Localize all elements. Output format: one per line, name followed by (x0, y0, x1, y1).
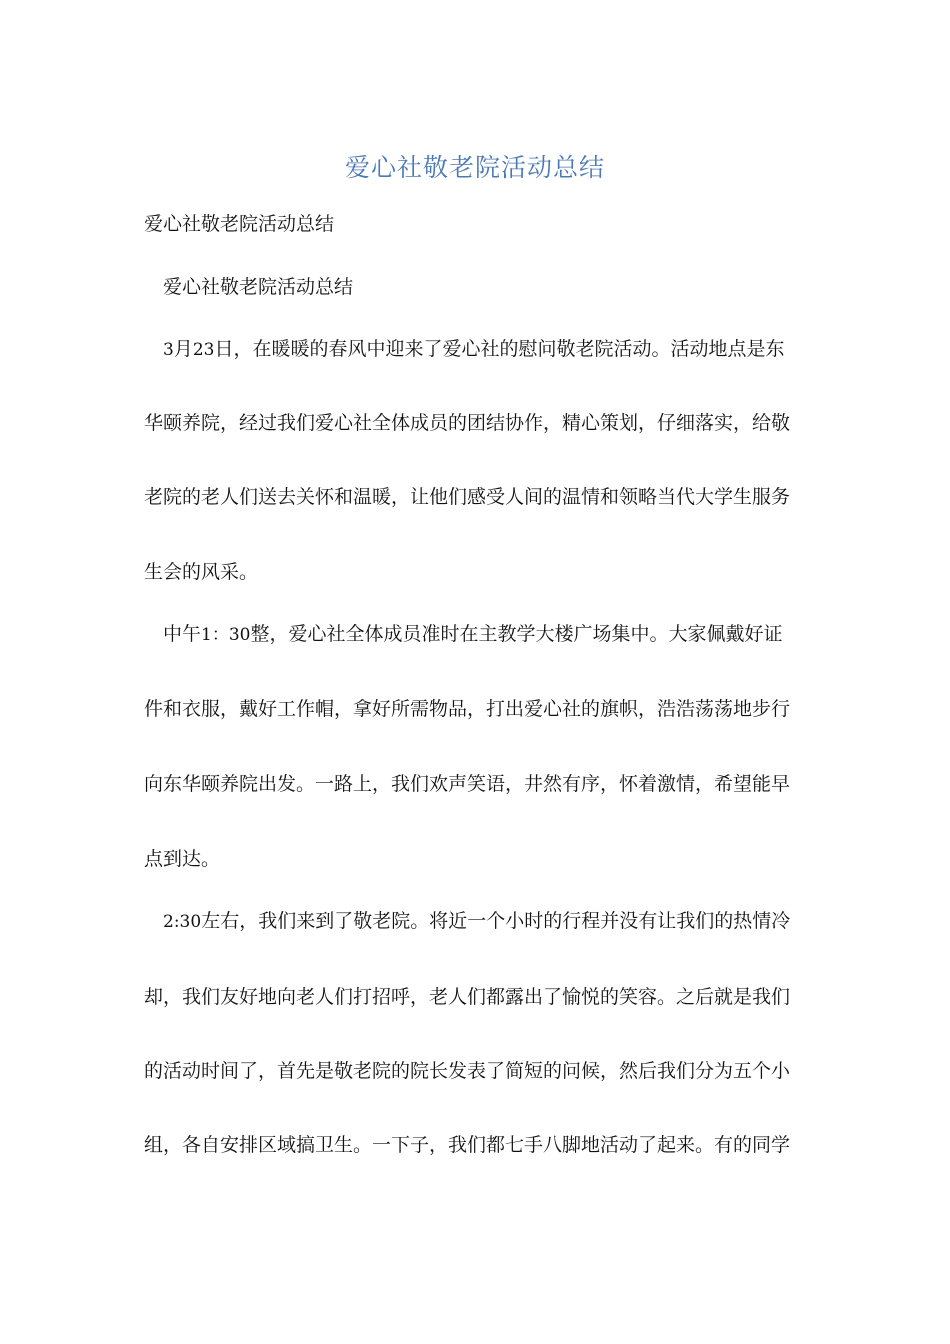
paragraph-3-line-2: 却，我们友好地向老人们打招呼，老人们都露出了愉悦的笑容。之后就是我们 (144, 986, 791, 1008)
paragraph-2-line-1 (163, 620, 782, 649)
paragraph-3-line-1 (163, 907, 790, 936)
paragraph-3-time: 2:30 (163, 912, 202, 932)
document-subtitle-indented: 爱心社敬老院活动总结 (163, 276, 354, 298)
paragraph-2-prefix: 中午 (163, 623, 202, 645)
document-subtitle: 爱心社敬老院活动总结 (144, 213, 335, 235)
paragraph-2-time: 1：30 (201, 625, 251, 645)
paragraph-1-line-4: 生会的风采。 (144, 561, 259, 583)
paragraph-1-line-3: 老院的老人们送去关怀和温暖，让他们感受人间的温情和领略当代大学生服务 (144, 486, 791, 508)
paragraph-1-date-month: 3 (163, 340, 174, 360)
document-title: 爱心社敬老院活动总结 (344, 153, 605, 182)
paragraph-3-line-1-text: 左右，我们来到了敬老院。将近一个小时的行程并没有让我们的热情冷 (201, 910, 791, 932)
paragraph-1-line-1-text: 日，在暖暖的春风中迎来了爱心社的慰问敬老院活动。活动地点是东 (214, 338, 785, 360)
paragraph-2-line-2: 件和衣服，戴好工作帽，拿好所需物品，打出爱心社的旗帜，浩浩荡荡地步行 (144, 698, 791, 720)
paragraph-1-line-1 (163, 335, 785, 364)
paragraph-2-line-1-text: 整，爱心社全体成员准时在主教学大楼广场集中。大家佩戴好证 (250, 623, 783, 645)
paragraph-3-line-4: 组，各自安排区域搞卫生。一下子，我们都七手八脚地活动了起来。有的同学 (144, 1134, 791, 1156)
paragraph-1-month-char: 月 (173, 338, 193, 360)
paragraph-1-date-day: 23 (192, 340, 215, 360)
paragraph-3-line-3: 的活动时间了，首先是敬老院的院长发表了简短的问候，然后我们分为五个小 (144, 1060, 791, 1082)
paragraph-1-line-2: 华颐养院，经过我们爱心社全体成员的团结协作，精心策划，仔细落实，给敬 (144, 412, 791, 434)
paragraph-2-line-3: 向东华颐养院出发。一路上，我们欢声笑语，井然有序，怀着激情，希望能早 (144, 773, 791, 795)
paragraph-2-line-4: 点到达。 (144, 848, 221, 870)
